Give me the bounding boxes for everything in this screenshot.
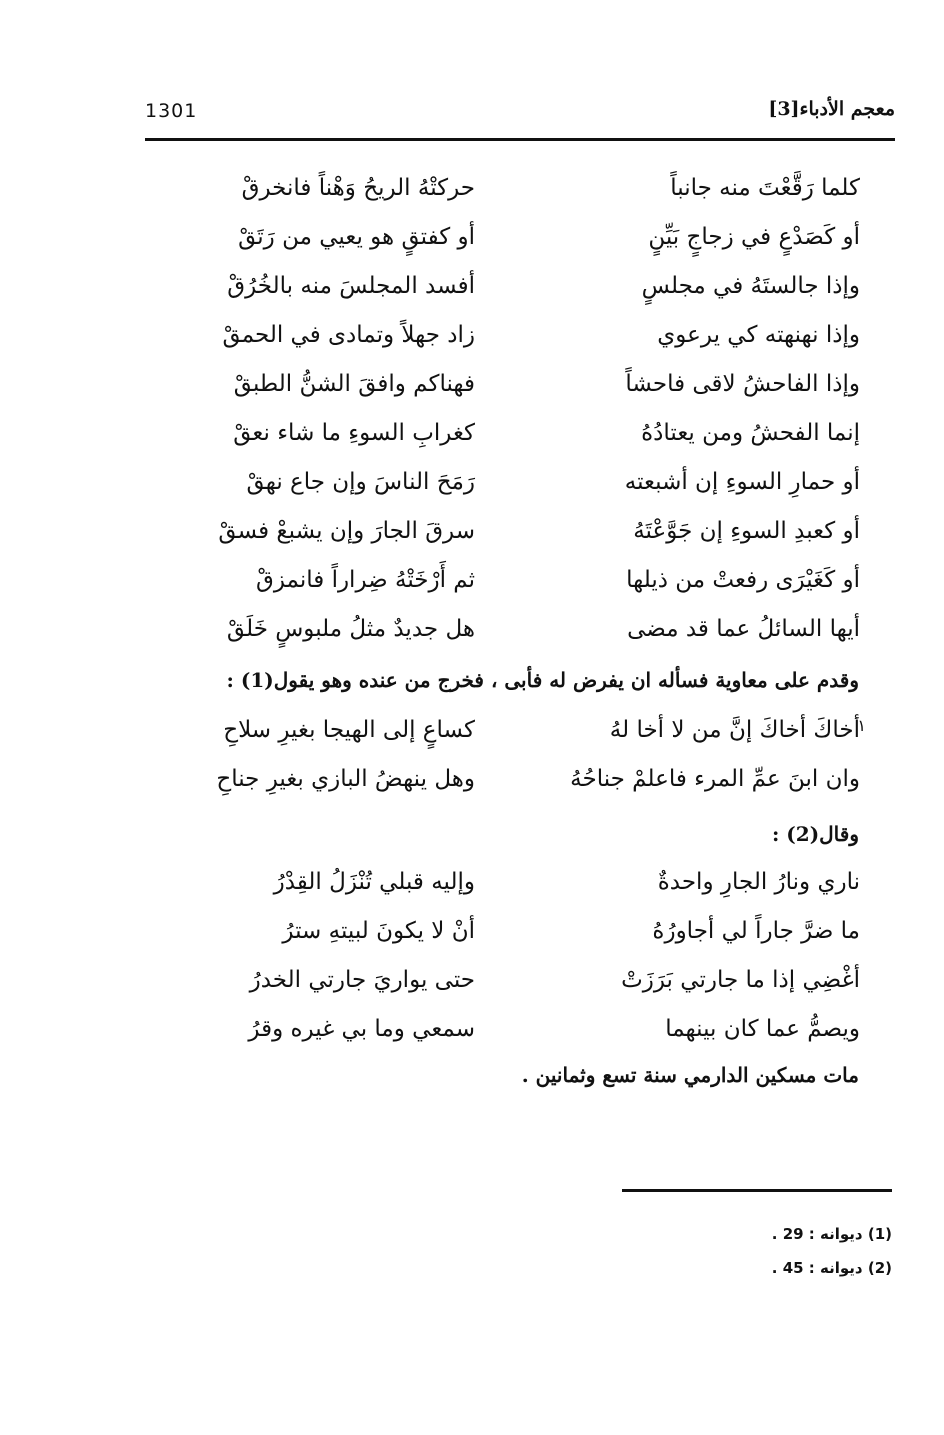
verse-line [150,911,860,960]
verse-second-hemistich: أفسد المجلسَ منه بالخُرُقْ [227,273,475,299]
verse-first-hemistich: أغْضِي إذا ما جارتي بَرَزَتْ [621,967,860,993]
footnote: (2) ديوانه : 45 . [771,1259,892,1277]
verse-second-hemistich: فهناكم وافقَ الشنُّ الطبقْ [233,371,475,397]
verse-line [150,1009,860,1058]
verse-second-hemistich: هل جديدٌ مثلُ ملبوسٍ خَلَقْ [226,616,475,642]
verse-line [150,315,860,364]
verse-first-hemistich: أو حمارِ السوءِ إن أشبعته [624,469,860,495]
poem-block-3 [150,862,860,1058]
verse-line [150,217,860,266]
verse-line [150,710,860,759]
verse-second-hemistich: زاد جهلاً وتمادى في الحمقْ [222,322,475,348]
verse-second-hemistich: كغرابِ السوءِ ما شاء نعقْ [233,420,475,446]
verse-line [150,560,860,609]
verse-second-hemistich: سمعي وما بي غيره وقرُ [248,1016,475,1042]
verse-second-hemistich: رَمَحَ الناسَ وإن جاع نهقْ [246,469,475,495]
verse-line [150,862,860,911]
verse-first-hemistich: إنما الفحشُ ومن يعتادُهُ [641,420,860,446]
poem-block-2 [150,710,860,808]
running-title: معجم الأدباء[3] [768,98,895,120]
verse-first-hemistich: ناري ونارُ الجارِ واحدةٌ [657,869,860,895]
verse-first-hemistich: أو كعبدِ السوءِ إن جَوَّعْتَهُ [633,518,860,544]
verse-line [150,462,860,511]
verse-line [150,609,860,658]
verse-first-hemistich: أو كَغَيْرَى رفعتْ من ذيلها [626,567,860,593]
verse-number: ١ [857,716,866,735]
footnote: (1) ديوانه : 29 . [771,1225,892,1243]
poem-block-1 [150,168,860,658]
verse-second-hemistich: ثم أَرْخَتْهُ ضِراراً فانمزقْ [256,567,475,593]
verse-first-hemistich: ويصمُّ عما كان بينهما [665,1016,860,1042]
verse-line [150,364,860,413]
prose-line: وقال(2) : [771,822,859,846]
verse-line [150,960,860,1009]
verse-second-hemistich: وإليه قبلي تُنْزَلُ القِدْرُ [273,869,475,895]
verse-first-hemistich: كلما رَقَّعْتَ منه جانباً [670,175,860,201]
verse-first-hemistich: وإذا جالستَهُ في مجلسٍ [641,273,860,299]
page-header [145,98,895,132]
verse-second-hemistich: كساعٍ إلى الهيجا بغيرِ سلاحِ [223,717,475,743]
verse-line [150,511,860,560]
verse-first-hemistich: وإذا الفاحشُ لاقى فاحشاً [625,371,860,397]
verse-second-hemistich: حتى يواريَ جارتي الخدرُ [249,967,475,993]
verse-line [150,168,860,217]
verse-first-hemistich: وإذا نهنهته كي يرعوي [657,322,860,348]
verse-first-hemistich: أيها السائلُ عما قد مضى [627,616,860,642]
verse-first-hemistich: أو كَصَدْعٍ في زجاجٍ بَيِّنٍ [648,224,860,250]
verse-first-hemistich: وان ابنَ عمِّ المرء فاعلمْ جناحُهُ [570,766,860,792]
prose-line: وقدم على معاوية فسأله ان يفرض له فأبى ، فخرج من عنده وهو يقول(1) : [226,668,859,692]
verse-second-hemistich: أو كفتقٍ هو يعيي من رَتَقْ [238,224,475,250]
verse-first-hemistich: ما ضرَّ جاراً لي أجاورُهُ [652,918,860,944]
verse-second-hemistich: وهل ينهضُ البازي بغيرِ جناحِ [216,766,475,792]
verse-line [150,413,860,462]
verse-second-hemistich: سرقَ الجارَ وإن يشبعْ فسقْ [218,518,475,544]
page-number: 1301 [145,100,198,122]
prose-line: مات مسكين الدارمي سنة تسع وثمانين . [521,1063,859,1087]
verse-line [150,266,860,315]
verse-second-hemistich: حركتْهُ الريحُ وَهْناً فانخرقْ [241,175,475,201]
verse-line [150,759,860,808]
verse-second-hemistich: أنْ لا يكونَ لبيتهِ سترُ [282,918,475,944]
verse-first-hemistich: أخاكَ أخاكَ إنَّ من لا أخا لهُ [609,717,860,743]
footnote-rule [622,1189,892,1192]
header-rule [145,138,895,141]
